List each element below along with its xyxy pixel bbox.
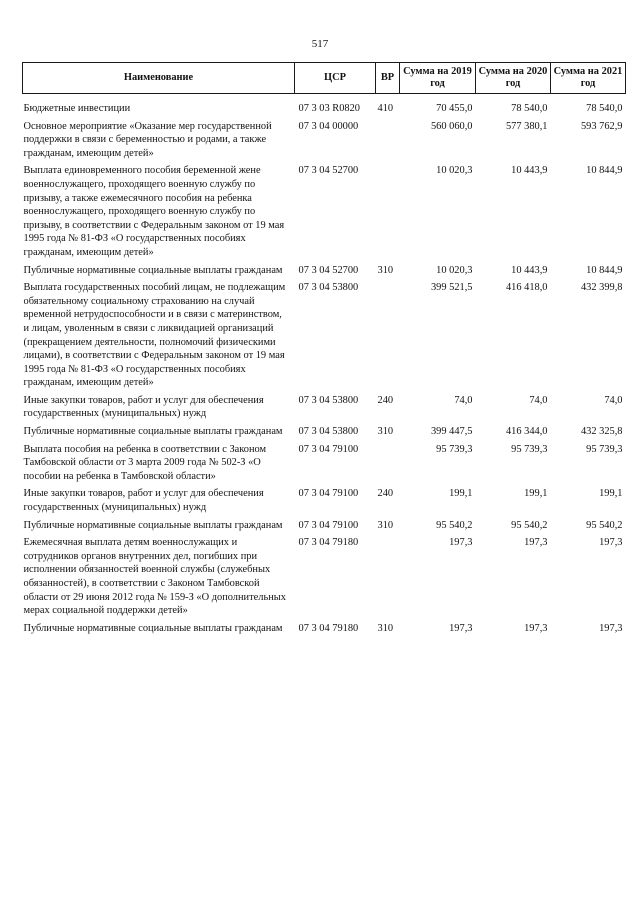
row-sum-2021: 432 325,8 bbox=[580, 426, 623, 438]
row-sum-2019: 199,1 bbox=[449, 488, 473, 500]
row-sum-2019: 197,3 bbox=[449, 537, 473, 549]
table-row bbox=[23, 622, 626, 640]
row-sum-2021: 10 844,9 bbox=[586, 264, 623, 276]
table-row bbox=[23, 536, 626, 622]
row-csr: 07 3 04 79180 bbox=[298, 622, 359, 634]
row-sum-2019: 95 739,3 bbox=[436, 443, 473, 455]
row-sum-2021: 199,1 bbox=[599, 488, 623, 500]
row-sum-2019: 10 020,3 bbox=[436, 264, 473, 276]
row-vr bbox=[376, 443, 400, 488]
row-name: Публичные нормативные социальные выплаты гражданам bbox=[23, 426, 283, 438]
table-row bbox=[23, 164, 626, 263]
row-name: Иные закупки товаров, работ и услуг для обеспечения государственных (муниципальных) нужд bbox=[23, 488, 264, 514]
table-row bbox=[23, 281, 626, 394]
row-sum-2019: 560 060,0 bbox=[430, 120, 473, 132]
row-name: Публичные нормативные социальные выплаты гражданам bbox=[23, 519, 283, 531]
row-sum-2020: 197,3 bbox=[524, 537, 548, 549]
table-row bbox=[23, 264, 626, 282]
table-body bbox=[23, 94, 626, 640]
row-sum-2020: 78 540,0 bbox=[511, 103, 548, 114]
row-csr: 07 3 04 53800 bbox=[298, 426, 359, 438]
row-sum-2020: 416 418,0 bbox=[505, 282, 548, 294]
row-csr: 07 3 04 52700 bbox=[298, 165, 359, 177]
header-sum-2019: Сумма на 2019 год bbox=[400, 63, 476, 94]
row-sum-2021: 95 540,2 bbox=[586, 519, 623, 531]
row-sum-2021: 10 844,9 bbox=[586, 165, 623, 177]
row-csr: 07 3 04 52700 bbox=[298, 264, 359, 276]
row-csr: 07 3 04 79100 bbox=[298, 519, 359, 531]
header-vr: ВР bbox=[376, 63, 400, 94]
row-sum-2020: 199,1 bbox=[524, 488, 548, 500]
row-sum-2019: 10 020,3 bbox=[436, 165, 473, 177]
row-csr: 07 3 04 53800 bbox=[298, 282, 359, 294]
row-sum-2021: 593 762,9 bbox=[580, 120, 623, 132]
row-name: Выплата государственных пособий лицам, не подлежащим обязательному социальному страхованию на случай временной нетрудоспособности и в связи с материнством, и лицам, уволенным в связи с ликвидацией организаций (прекращением деятельности, полномочий физическими лицами), в соответствии с Федеральным законом от 19 мая 1995 года № 81-ФЗ «О государственных пособиях гражданам, имеющим детей» bbox=[23, 282, 286, 389]
table-row bbox=[23, 94, 626, 120]
row-sum-2021: 95 739,3 bbox=[586, 443, 623, 455]
row-csr: 07 3 04 53800 bbox=[298, 394, 359, 406]
header-sum-2021: Сумма на 2021 год bbox=[551, 63, 626, 94]
row-vr bbox=[376, 120, 400, 165]
row-sum-2020: 197,3 bbox=[524, 622, 548, 634]
table-row bbox=[23, 425, 626, 443]
row-sum-2019: 399 521,5 bbox=[430, 282, 473, 294]
row-sum-2021: 74,0 bbox=[604, 394, 623, 406]
header-csr: ЦСР bbox=[295, 63, 376, 94]
row-csr: 07 3 04 79100 bbox=[298, 488, 359, 500]
row-name: Выплата пособия на ребенка в соответствии с Законом Тамбовской области от 3 марта 2009 года № 502-З «О пособии на ребенка в Тамбовской области» bbox=[23, 443, 267, 482]
row-sum-2020: 10 443,9 bbox=[511, 165, 548, 177]
table-header bbox=[23, 63, 626, 94]
row-vr: 410 bbox=[377, 103, 394, 114]
row-sum-2019: 399 447,5 bbox=[430, 426, 473, 438]
row-sum-2020: 74,0 bbox=[529, 394, 548, 406]
header-sum-2020: Сумма на 2020 год bbox=[476, 63, 551, 94]
row-sum-2019: 74,0 bbox=[454, 394, 473, 406]
table-row bbox=[23, 120, 626, 165]
row-sum-2021: 197,3 bbox=[599, 537, 623, 549]
page-number: 517 bbox=[311, 38, 329, 50]
row-name: Публичные нормативные социальные выплаты гражданам bbox=[23, 264, 283, 276]
row-vr: 310 bbox=[377, 519, 394, 531]
row-vr: 240 bbox=[377, 488, 394, 500]
row-sum-2020: 577 380,1 bbox=[505, 120, 548, 132]
row-vr bbox=[376, 536, 400, 622]
row-csr: 07 3 04 79100 bbox=[298, 443, 359, 455]
row-sum-2020: 95 540,2 bbox=[511, 519, 548, 531]
row-csr: 07 3 03 R0820 bbox=[298, 103, 360, 114]
row-sum-2019: 70 455,0 bbox=[436, 103, 473, 114]
row-sum-2019: 197,3 bbox=[449, 622, 473, 634]
row-name: Выплата единовременного пособия беременной жене военнослужащего, проходящего военную службу по призыву, а также ежемесячного пособия на ребенка военнослужащего, проходящего военную службу по призыву, в соответствии с Федеральным законом от 19 мая 1995 года № 81-ФЗ «О государственных пособиях гражданам, имеющим детей» bbox=[23, 165, 285, 258]
row-sum-2020: 95 739,3 bbox=[511, 443, 548, 455]
table-row bbox=[23, 487, 626, 518]
table-row bbox=[23, 519, 626, 537]
row-name: Публичные нормативные социальные выплаты гражданам bbox=[23, 622, 283, 634]
row-name: Бюджетные инвестиции bbox=[23, 103, 131, 114]
header-name: Наименование bbox=[23, 63, 295, 94]
row-vr: 310 bbox=[377, 264, 394, 276]
row-sum-2019: 95 540,2 bbox=[436, 519, 473, 531]
row-vr bbox=[376, 281, 400, 394]
table-row bbox=[23, 443, 626, 488]
row-vr: 240 bbox=[377, 394, 394, 406]
row-csr: 07 3 04 00000 bbox=[298, 120, 359, 132]
row-name: Основное мероприятие «Оказание мер государственной поддержки в связи с беременностью и родами, а также гражданам, имеющим детей» bbox=[23, 120, 272, 159]
row-vr: 310 bbox=[377, 622, 394, 634]
row-name: Ежемесячная выплата детям военнослужащих и сотрудников органов внутренних дел, погибших при исполнении обязанностей военной службы (служебных обязанностей), в соответствии с Законом Тамбовской области от 29 июня 2012 года № 159-З «О дополнительных мерах социальной поддержки детей» bbox=[23, 537, 286, 617]
row-vr: 310 bbox=[377, 426, 394, 438]
row-sum-2020: 416 344,0 bbox=[505, 426, 548, 438]
row-csr: 07 3 04 79180 bbox=[298, 537, 359, 549]
budget-table bbox=[22, 62, 626, 639]
row-sum-2020: 10 443,9 bbox=[511, 264, 548, 276]
row-name: Иные закупки товаров, работ и услуг для обеспечения государственных (муниципальных) нужд bbox=[23, 394, 264, 420]
row-vr bbox=[376, 164, 400, 263]
row-sum-2021: 432 399,8 bbox=[580, 282, 623, 294]
row-sum-2021: 197,3 bbox=[599, 622, 623, 634]
table-row bbox=[23, 394, 626, 425]
row-sum-2021: 78 540,0 bbox=[586, 103, 623, 114]
